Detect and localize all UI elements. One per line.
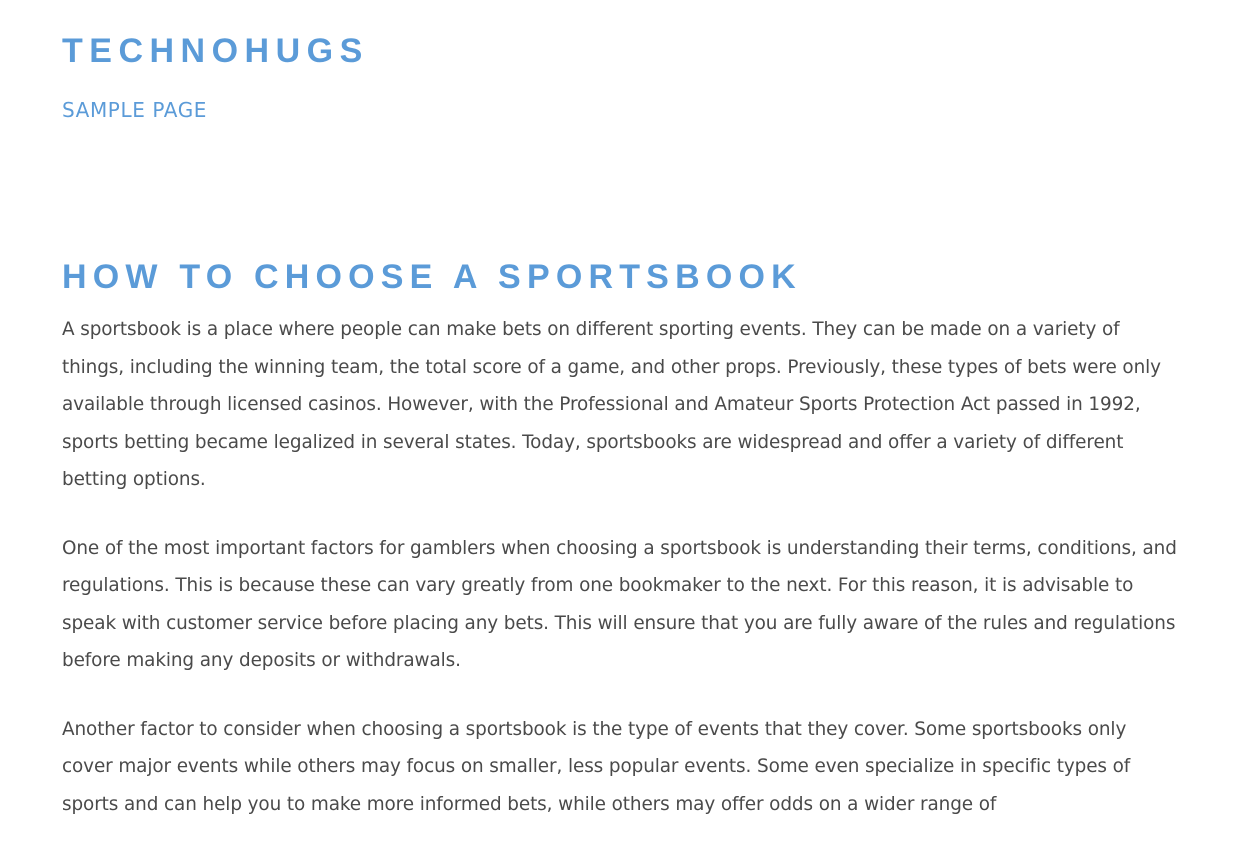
article-content [62,311,1182,823]
primary-nav [62,97,207,123]
article-paragraph: Another factor to consider when choosing a sportsbook is the type of events that they cover. Some sportsbooks only cover major events while others may focus on smaller, less popular events. Some even specialize in specific types of sports and can help you to make more informed bets, while others may offer odds on a wider range of [62,718,1131,815]
article-paragraph: One of the most important factors for gamblers when choosing a sportsbook is understanding their terms, conditions, and regulations. This is because these can vary greatly from one bookmaker to the next. For this reason, it is advisable to speak with customer service before placing any bets. This will ensure that you are fully aware of the rules and regulations before making any deposits or withdrawals. [62,537,1177,671]
article-title: HOW TO CHOOSE A SPORTSBOOK [62,258,802,296]
nav-link-sample-page[interactable]: SAMPLE PAGE [62,98,208,122]
site-title[interactable]: TECHNOHUGS [62,32,369,70]
article-paragraph: A sportsbook is a place where people can make bets on different sporting events. They can be made on a variety of things, including the winning team, the total score of a game, and other props. Previously, these types of bets were only available through licensed casinos. However, with the Professional and Amateur Sports Protection Act passed in 1992, sports betting became legalized in several states. Today, sportsbooks are widespread and offer a variety of different betting options. [62,319,1161,490]
article [62,256,1182,854]
